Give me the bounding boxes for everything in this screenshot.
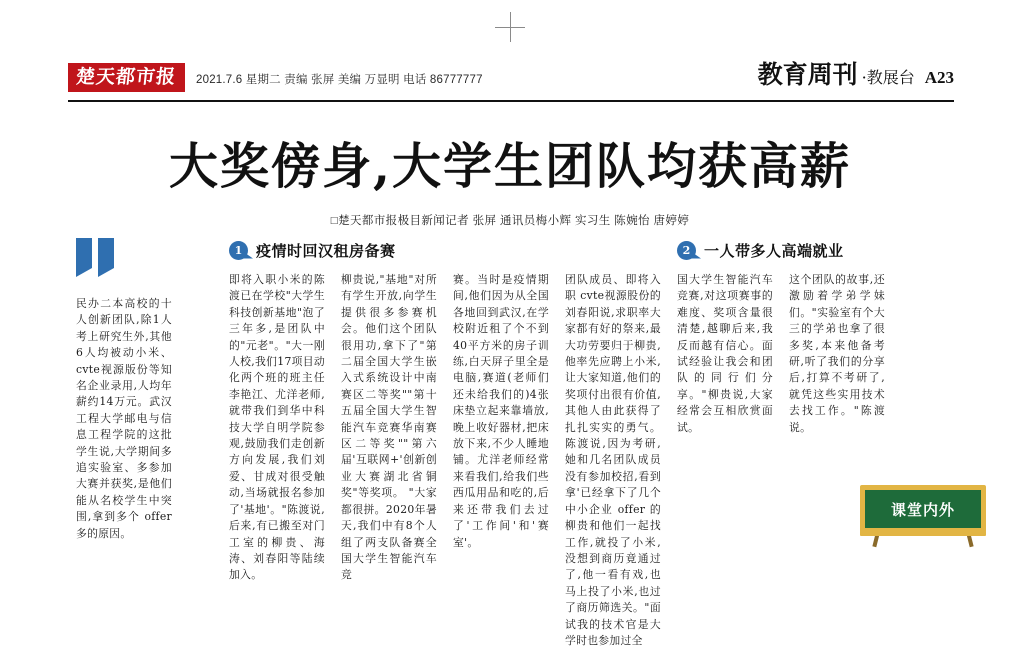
section-header [758,62,954,87]
crop-mark-icon [495,12,525,42]
column-5-text: 团队成员、即将入职 cvte视源股份的刘春阳说,求职率大家都有好的祭来,最大功劳要归于柳贵,他率先应聘上小米,让大家知道,他们的奖项付出很有价值,其他人由此获得了扎扎实实的勇气。 陈渡说,因为考研,她和几名团队成员没有参加校招,看到拿'已经拿下了几个中小企业 offer 的柳贵和他们一起找工作,就投了小米,没想到商历竟通过了,他一看有戏,也马上投了小米,也过了商历筛选关。"面试我的技术官是大学时也参加过全 [565,273,661,647]
article-body [76,238,944,647]
column-3-text: 柳贵说,"基地"对所有学生开放,向学生提供很多参赛机会。他们这个团队很用功,拿下了"第二届全国大学生嵌入式系统设计中南赛区二等奖""第十五届全国大学生智能汽车竞赛华南赛区二等奖""第六届'互联网+'创新创业大赛湖北省铜奖"等奖项。 "大家都很拼。2020年暑天,我们中有8个人组了两支队备赛全国大学生智能汽车竞 [341,273,437,582]
quote-bar-left [76,238,92,268]
quote-bar-right [98,238,114,268]
blackboard-label: 课堂内外 [890,500,955,519]
number-badge-1-label: 1 [229,241,248,260]
byline: □楚天都市报极目新闻记者 张屏 通讯员梅小辉 实习生 陈婉怡 唐婷婷 [330,215,690,227]
pull-quote-text: 民办二本高校的十人创新团队,除1人考上研究生外,其他6人均被动小米、cvte视源版份等知名企业录用,人均年薪约14万元。武汉工程大学邮电与信息工程学院的这批学生说,大学期间多追实验室、多参加大赛并获奖,是他们能从名校学生中突围,拿到多个 offer 多的原因。 [76,297,172,540]
column-2-text: 即将入职小米的陈渡已在学校"大学生科技创新基地"泡了三年多,是团队中的"元老"。"大一刚人校,我们17项目动化两个班的班主任李艳江、尤洋老师,就带我们到华中科技大学自明学院参观,鼓励我们走创新方向发展,我们刘爱、甘成对很受触动,当场就报名参加了'基地'。"陈渡说,后来,有已搬至对门工室的柳贵、海涛、刘春阳等陆续加入。 [229,273,325,582]
column-7-text: 这个团队的故事,还激励着学弟学妹们。"实验室有个大三的学弟也拿了很多奖,本来他备考研,听了我们的分享后,打算不考研了,就凭这些实用技术去找工作。"陈渡说。 [789,273,885,434]
section-title: 教育周刊 [757,60,858,89]
column-2 [229,238,325,582]
column-6-text: 国大学生智能汽车竞赛,对这项赛事的难度、奖项含量很清楚,越聊后来,我反而越有信心。面试经验让我会和团队的同行们分享。"柳贵说,大家经常会互相欣赏面试。 [677,273,773,434]
section-subtitle: ·教展台 [861,68,915,87]
page-number: A23 [924,68,954,87]
section-1-title: 疫情时回汉租房备赛 [256,242,396,260]
header-divider [68,100,954,102]
blackboard-graphic [852,485,994,547]
blackboard-frame [860,485,986,533]
column-4-text: 赛。当时是疫情期间,他们因为从全国各地回到武汉,在学校附近租了个不到40平方米的房子训练,白天屏子里全是电脑,赛道(老师们还未给我们的)4张床垫立起来靠墙放,晚上收好器材,把床放下来,不少人睡地铺。尤洋老师经常来看我们,给我们些西瓜用品和吃的,后来还带我们去过了'工作间'和'赛室'。 [453,273,549,549]
column-4 [453,238,549,550]
column-5 [565,238,661,647]
page-title: 大奖傍身,大学生团队均获高薪 [168,137,852,195]
column-1 [76,238,172,550]
column-3 [341,238,437,582]
number-badge-2-label: 2 [677,241,696,260]
masthead-meta: 2021.7.6 星期二 责编 张屏 美编 万显明 电话 86777777 [196,74,483,86]
column-6 [677,238,773,550]
newspaper-logo-text: 楚天都市报 [75,66,178,88]
newspaper-logo [68,63,185,92]
quote-mark-icon [76,238,134,276]
section-2-title: 一人带多人高端就业 [704,242,844,260]
blackboard-tray [860,531,986,536]
masthead [68,58,954,100]
